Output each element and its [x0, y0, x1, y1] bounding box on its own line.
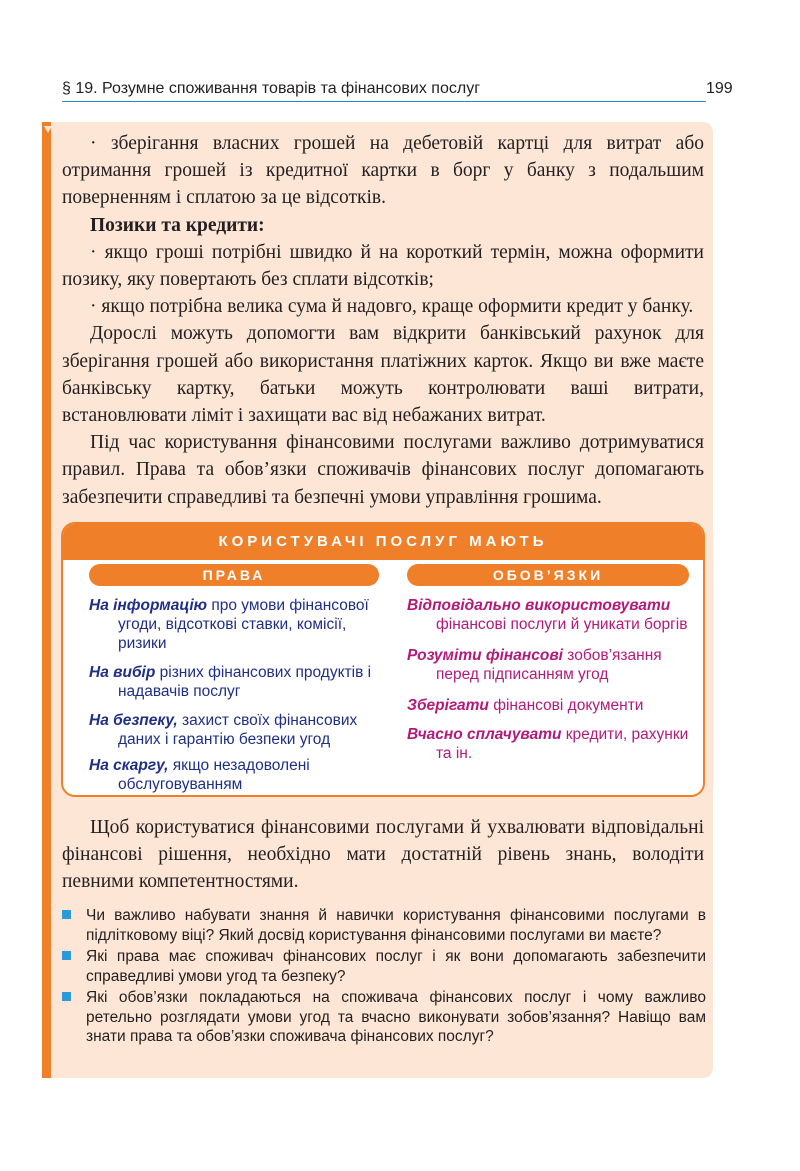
- rights-column: [89, 596, 389, 797]
- question-item: [62, 988, 706, 1047]
- running-head: [62, 78, 706, 102]
- question-text: Чи важливо набувати знання й навички користування фінансовими послугами в підлітковому віці? Який досвід користування фінансовими послугами ви маєте?: [86, 907, 706, 944]
- panel-marker-icon: [44, 126, 52, 133]
- rights-item-lead: На безпеку,: [89, 712, 178, 729]
- loans-heading: Позики та кредити:: [90, 214, 265, 236]
- body-text: [62, 130, 704, 511]
- panel-side-bar: [42, 122, 51, 1078]
- question-text: Які права має споживач фінансових послуг і як вони допомагають забезпечити справедливі умови угод та безпеку?: [86, 948, 706, 985]
- rights-item: [89, 756, 389, 794]
- rights-item-text: якщо незадоволені обслуговуванням: [118, 757, 310, 793]
- rights-item: [89, 596, 389, 653]
- page-number: 199: [706, 80, 733, 97]
- question-text: Які обов’язки покладаються на споживача фінансових послуг і чому важливо ретельно розглядати умови угод та вчасно виконувати зобов’язання? Навіщо вам знати права та обов’язки споживача фінансових послуг?: [86, 989, 706, 1045]
- duties-item-text: кредити, рахунки та ін.: [436, 726, 689, 762]
- duties-label: ОБОВ’ЯЗКИ: [407, 564, 689, 586]
- duties-item-lead: Розуміти фінансові: [407, 647, 563, 664]
- duties-item-text: фінансові документи: [488, 697, 644, 714]
- question-item: [62, 906, 706, 945]
- closing-text: [62, 814, 704, 896]
- rights-item-lead: На інформацію: [89, 597, 208, 614]
- duties-item-lead: Вчасно сплачувати: [407, 726, 562, 743]
- square-bullet-icon: [62, 992, 71, 1001]
- rights-item: [89, 711, 389, 749]
- paragraph-credit-bullet: · якщо потрібна велика сума й надовго, краще оформити кредит у банку.: [90, 296, 694, 318]
- section-title: § 19. Розумне споживання товарів та фінансових послуг: [62, 80, 481, 97]
- square-bullet-icon: [62, 910, 71, 919]
- duties-item: [407, 646, 692, 684]
- header-rule: [62, 101, 706, 102]
- duties-item-text: зобов’язання перед підписанням угод: [436, 647, 662, 683]
- paragraph-competences: Щоб користуватися фінансовими послугами й ухвалювати відповідальні фінансові рішення, необхідно мати достатній рівень знань, володіти певними компетентностями.: [62, 817, 704, 893]
- rights-label: ПРАВА: [89, 564, 379, 586]
- duties-item-lead: Відповідально використовувати: [407, 597, 671, 614]
- duties-item-text: фінансові послуги й уникати боргів: [436, 616, 688, 633]
- rights-item: [89, 663, 389, 701]
- paragraph-loan-bullet: · якщо гроші потрібні швидко й на короткий термін, можна оформити позику, яку повертають без сплати відсотків;: [62, 241, 704, 291]
- duties-item: [407, 596, 692, 634]
- rights-item-lead: На скаргу,: [89, 757, 169, 774]
- rights-item-text: захист своїх фінансових даних і гарантію безпеки угод: [118, 712, 358, 748]
- box-title: КОРИСТУВАЧІ ПОСЛУГ МАЮТЬ: [63, 524, 703, 560]
- paragraph-rules: Під час користування фінансовими послугами важливо дотримуватися правил. Права та обов’язки споживачів фінансових послуг допомагають забезпечити справедливі та безпечні умови управління грошима.: [62, 432, 704, 508]
- paragraph-savings-bullet: · зберігання власних грошей на дебетовій картці для витрат або отримання грошей із кредитної картки в борг у банку з подальшим поверненням і сплатою за це відсотків.: [62, 133, 704, 209]
- duties-item: [407, 696, 692, 715]
- duties-column: [407, 596, 692, 773]
- rights-item-lead: На вибір: [89, 664, 156, 681]
- duties-item: [407, 725, 692, 763]
- review-questions: [62, 906, 706, 1049]
- rights-item-text: різних фінансових продуктів і надавачів послуг: [118, 664, 372, 700]
- rights-item-text: про умови фінансової угоди, відсоткові ставки, комісії, ризики: [118, 597, 369, 652]
- square-bullet-icon: [62, 951, 71, 960]
- duties-item-lead: Зберігати: [407, 697, 489, 714]
- rights-duties-box: [61, 522, 705, 797]
- paragraph-adults: Дорослі можуть допомогти вам відкрити банківський рахунок для зберігання грошей або використання платіжних карток. Якщо ви вже маєте банківську картку, батьки можуть контролювати ваші витрати, встановлювати ліміт і захищати вас від небажаних витрат.: [62, 323, 704, 427]
- question-item: [62, 947, 706, 986]
